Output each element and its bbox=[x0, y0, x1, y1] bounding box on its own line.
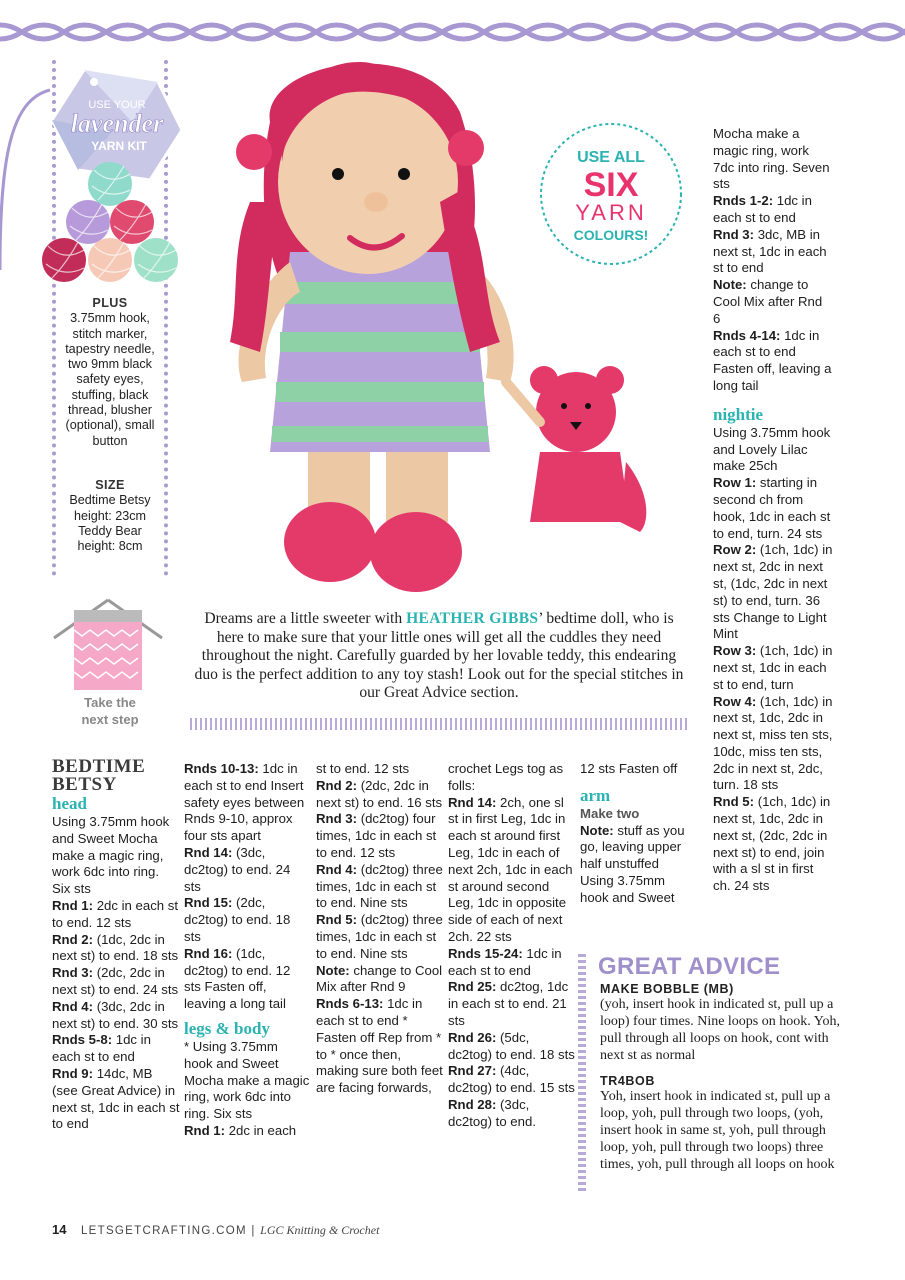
mb-title: MAKE BOBBLE (MB) bbox=[600, 982, 734, 996]
pattern-col-3 bbox=[316, 761, 444, 1097]
great-advice-title: GREAT ADVICE bbox=[598, 953, 781, 980]
arm-note: Note: stuff as you go, leaving upper half unstuffed Using 3.75mm hook and Sweet bbox=[580, 822, 685, 905]
six-colours-stamp bbox=[535, 118, 687, 270]
head-rnd-3: Rnd 3: (2dc, 2dc in next st) to end. 24 sts bbox=[52, 965, 179, 997]
pattern-col-6 bbox=[713, 126, 833, 895]
legs-rnd-4: Rnd 4: (dc2tog) three times, 1dc in each st to end. Nine sts bbox=[316, 861, 443, 911]
legs-intro: * Using 3.75mm hook and Sweet Mocha make a magic ring, work 6dc into ring. Six sts bbox=[184, 1038, 310, 1122]
great-advice-bar bbox=[578, 954, 586, 1192]
col5-start: 12 sts Fasten off bbox=[580, 761, 678, 776]
size-label: SIZE bbox=[95, 478, 125, 492]
stamp-line4: COLOURS! bbox=[573, 227, 649, 243]
body-rnd-14: Rnd 14: 2ch, one sl st in first Leg, 1dc in each st around first Leg, 1dc in each of next 2ch, 1dc in each st around second Leg, 1dc in opposite side of each of next 2ch. 22 sts bbox=[448, 794, 573, 944]
page-footer bbox=[52, 1222, 379, 1238]
head-rnd-6: Rnd 9: 14dc, MB (see Great Advice) in next st, 1dc in each st to end bbox=[52, 1065, 180, 1132]
legs-rnd-3: Rnd 3: (dc2tog) four times, 1dc in each st to end. 12 sts bbox=[316, 811, 437, 860]
head-rnd-10: Rnd 16: (1dc, dc2tog) to end. 12 sts Fasten off, leaving a long tail bbox=[184, 945, 291, 1012]
stamp-line3: YARN bbox=[575, 200, 647, 225]
legs-rnd-5: Rnd 5: (dc2tog) three times, 1dc in each st to end. Nine sts bbox=[316, 912, 443, 961]
col4-start: crochet Legs tog as folls: bbox=[448, 761, 564, 793]
site-url: LETSGETCRAFTING.COM bbox=[80, 1225, 247, 1237]
pattern-col-4 bbox=[448, 761, 576, 1131]
body-rnd-28: Rnd 28: (3dc, dc2tog) to end. bbox=[448, 1096, 536, 1129]
col3-start: st to end. 12 sts bbox=[316, 761, 410, 776]
kit-tag-line1: USE YOUR bbox=[88, 99, 146, 111]
sidebar-size bbox=[60, 478, 160, 554]
legs-rnd-1: Rnd 1: 2dc in each bbox=[184, 1122, 297, 1138]
legs-section-title: legs & body bbox=[184, 1018, 270, 1038]
magazine-name: LGC Knitting & Crochet bbox=[260, 1223, 380, 1237]
nightie-row-2: Row 2: (1ch, 1dc) in next st, 2dc in next st, (1dc, 2dc in next st) to end, turn. 36 sts Change to Light Mint bbox=[713, 542, 833, 642]
body-rnd-25: Rnd 25: dc2tog, 1dc in each st to end. 21 sts bbox=[448, 979, 569, 1028]
arm-rnd-3: Rnd 3: 3dc, MB in next st, 1dc in each st to end bbox=[713, 226, 827, 276]
plus-text: 3.75mm hook, stitch marker, tapestry needle, two 9mm black safety eyes, stuffing, black thread, blusher (optional), small button bbox=[65, 311, 155, 448]
plus-label: PLUS bbox=[92, 296, 128, 310]
body-rnd-27: Rnd 27: (4dc, dc2tog) to end. 15 sts bbox=[448, 1063, 575, 1096]
arm-section-title: arm bbox=[580, 785, 611, 805]
body-rnd-26: Rnd 26: (5dc, dc2tog) to end. 18 sts bbox=[448, 1029, 575, 1062]
next-step-line2: next step bbox=[81, 712, 139, 727]
stamp-line1: USE ALL bbox=[577, 149, 645, 166]
legs-rnd-6: Rnds 6-13: 1dc in each st to end * Fasten off Rep from * to * once then, making sure both feet are facing forwards, bbox=[316, 996, 443, 1096]
kit-tag-line3: YARN KIT bbox=[91, 139, 147, 153]
pattern-title: BEDTIME BETSY bbox=[52, 756, 146, 795]
sidebar-plus bbox=[60, 296, 160, 449]
arm-rnd-1: Rnds 1-2: 1dc in each st to end bbox=[713, 193, 812, 225]
chain-border bbox=[0, 14, 905, 50]
head-rnd-9: Rnd 15: (2dc, dc2tog) to end. 18 sts bbox=[184, 895, 291, 944]
footer-sep: | bbox=[251, 1225, 256, 1237]
nightie-section-title: nightie bbox=[713, 404, 764, 424]
head-rnd-4: Rnd 4: (3dc, 2dc in next st) to end. 30 sts bbox=[52, 998, 179, 1031]
head-rnd-5: Rnds 5-8: 1dc in each st to end bbox=[52, 1032, 151, 1065]
stamp-line2: SIX bbox=[583, 166, 639, 204]
next-step-line1: Take the bbox=[84, 695, 136, 710]
head-section-title: head bbox=[52, 794, 87, 813]
head-intro: Using 3.75mm hook and Sweet Mocha make a magic ring, work 6dc into ring. Six sts bbox=[52, 814, 170, 897]
nightie-row-1: Row 1: starting in second ch from hook, 1dc in each st to end, turn. 24 sts bbox=[713, 475, 831, 541]
yarn-balls bbox=[38, 156, 184, 286]
nightie-intro: Using 3.75mm hook and Lovely Lilac make 25ch bbox=[713, 424, 831, 474]
tr4-title: TR4BOB bbox=[600, 1074, 655, 1088]
legs-rnd-2: Rnd 2: (2dc, 2dc in next st) to end. 16 sts bbox=[316, 777, 443, 810]
nightie-row-4: Row 4: (1ch, 1dc) in next st, 1dc, 2dc in next st, miss ten sts, 10dc, miss ten sts, 2dc in next st, 2dc, turn. 18 sts bbox=[713, 693, 833, 793]
intro-paragraph bbox=[190, 610, 688, 703]
col6-start: Mocha make a magic ring, work 7dc into ring. Seven sts bbox=[713, 126, 830, 192]
intro-before: Dreams are a little sweeter with bbox=[204, 610, 407, 627]
size-text: Bedtime Betsy height: 23cm Teddy Bear height: 8cm bbox=[69, 493, 151, 554]
arm-note-2: Note: change to Cool Mix after Rnd 6 bbox=[713, 277, 823, 326]
designer-name: HEATHER GIBBS bbox=[406, 610, 539, 627]
intro-after: ’ bedtime doll, who is here to make sure that your little ones will get all the cuddles they need throughout the night. Carefully guarded by her lovable teddy, this endearing duo is the perfect addition to any toy stash! Look out for the special stitches in our Great Advice section. bbox=[194, 610, 684, 702]
pattern-col-2 bbox=[184, 761, 310, 1140]
pattern-col-5 bbox=[580, 761, 696, 907]
pattern-col-1 bbox=[52, 758, 180, 1133]
tr4-text: Yoh, insert hook in indicated st, pull up a loop, yoh, pull through two loops, (yoh, insert hook in same st, yoh, pull through loop, yoh, pull through two loops) three times, yoh, pull through all loops on hook bbox=[600, 1089, 835, 1172]
arm-rnd-4: Rnds 4-14: 1dc in each st to end Fasten off, leaving a long tail bbox=[713, 327, 832, 393]
body-rnd-15: Rnds 15-24: 1dc in each st to end bbox=[448, 945, 562, 978]
legs-note: Note: change to Cool Mix after Rnd 9 bbox=[316, 962, 443, 995]
next-step-label bbox=[58, 694, 162, 728]
nightie-rnd-5: Rnd 5: (1ch, 1dc) in next st, 1dc, 2dc in next st, (2dc, 2dc in next st) to end, join with a sl st in first ch. 24 sts bbox=[713, 794, 831, 894]
head-rnd-2: Rnd 2: (1dc, 2dc in next st) to end. 18 sts bbox=[52, 931, 179, 964]
page-number: 14 bbox=[52, 1222, 67, 1237]
head-rnd-7: Rnds 10-13: 1dc in each st to end Insert safety eyes between Rnds 9-10, approx four sts apart bbox=[184, 761, 305, 844]
head-rnd-8: Rnd 14: (3dc, dc2tog) to end. 24 sts bbox=[184, 844, 291, 894]
nightie-row-3: Row 3: (1ch, 1dc) in next st, 1dc in each st to end, turn bbox=[713, 643, 833, 692]
arm-subtitle: Make two bbox=[580, 805, 640, 821]
dotted-divider bbox=[190, 718, 688, 730]
head-rnd-1: Rnd 1: 2dc in each st to end. 12 sts bbox=[52, 897, 179, 930]
great-advice-body bbox=[600, 982, 840, 1173]
kit-tag-line2: lavender bbox=[70, 109, 164, 138]
mb-text: (yoh, insert hook in indicated st, pull up a loop) four times. Nine loops on hook. Yoh, pull through all loops on hook, cont with next st as normal bbox=[600, 997, 840, 1063]
